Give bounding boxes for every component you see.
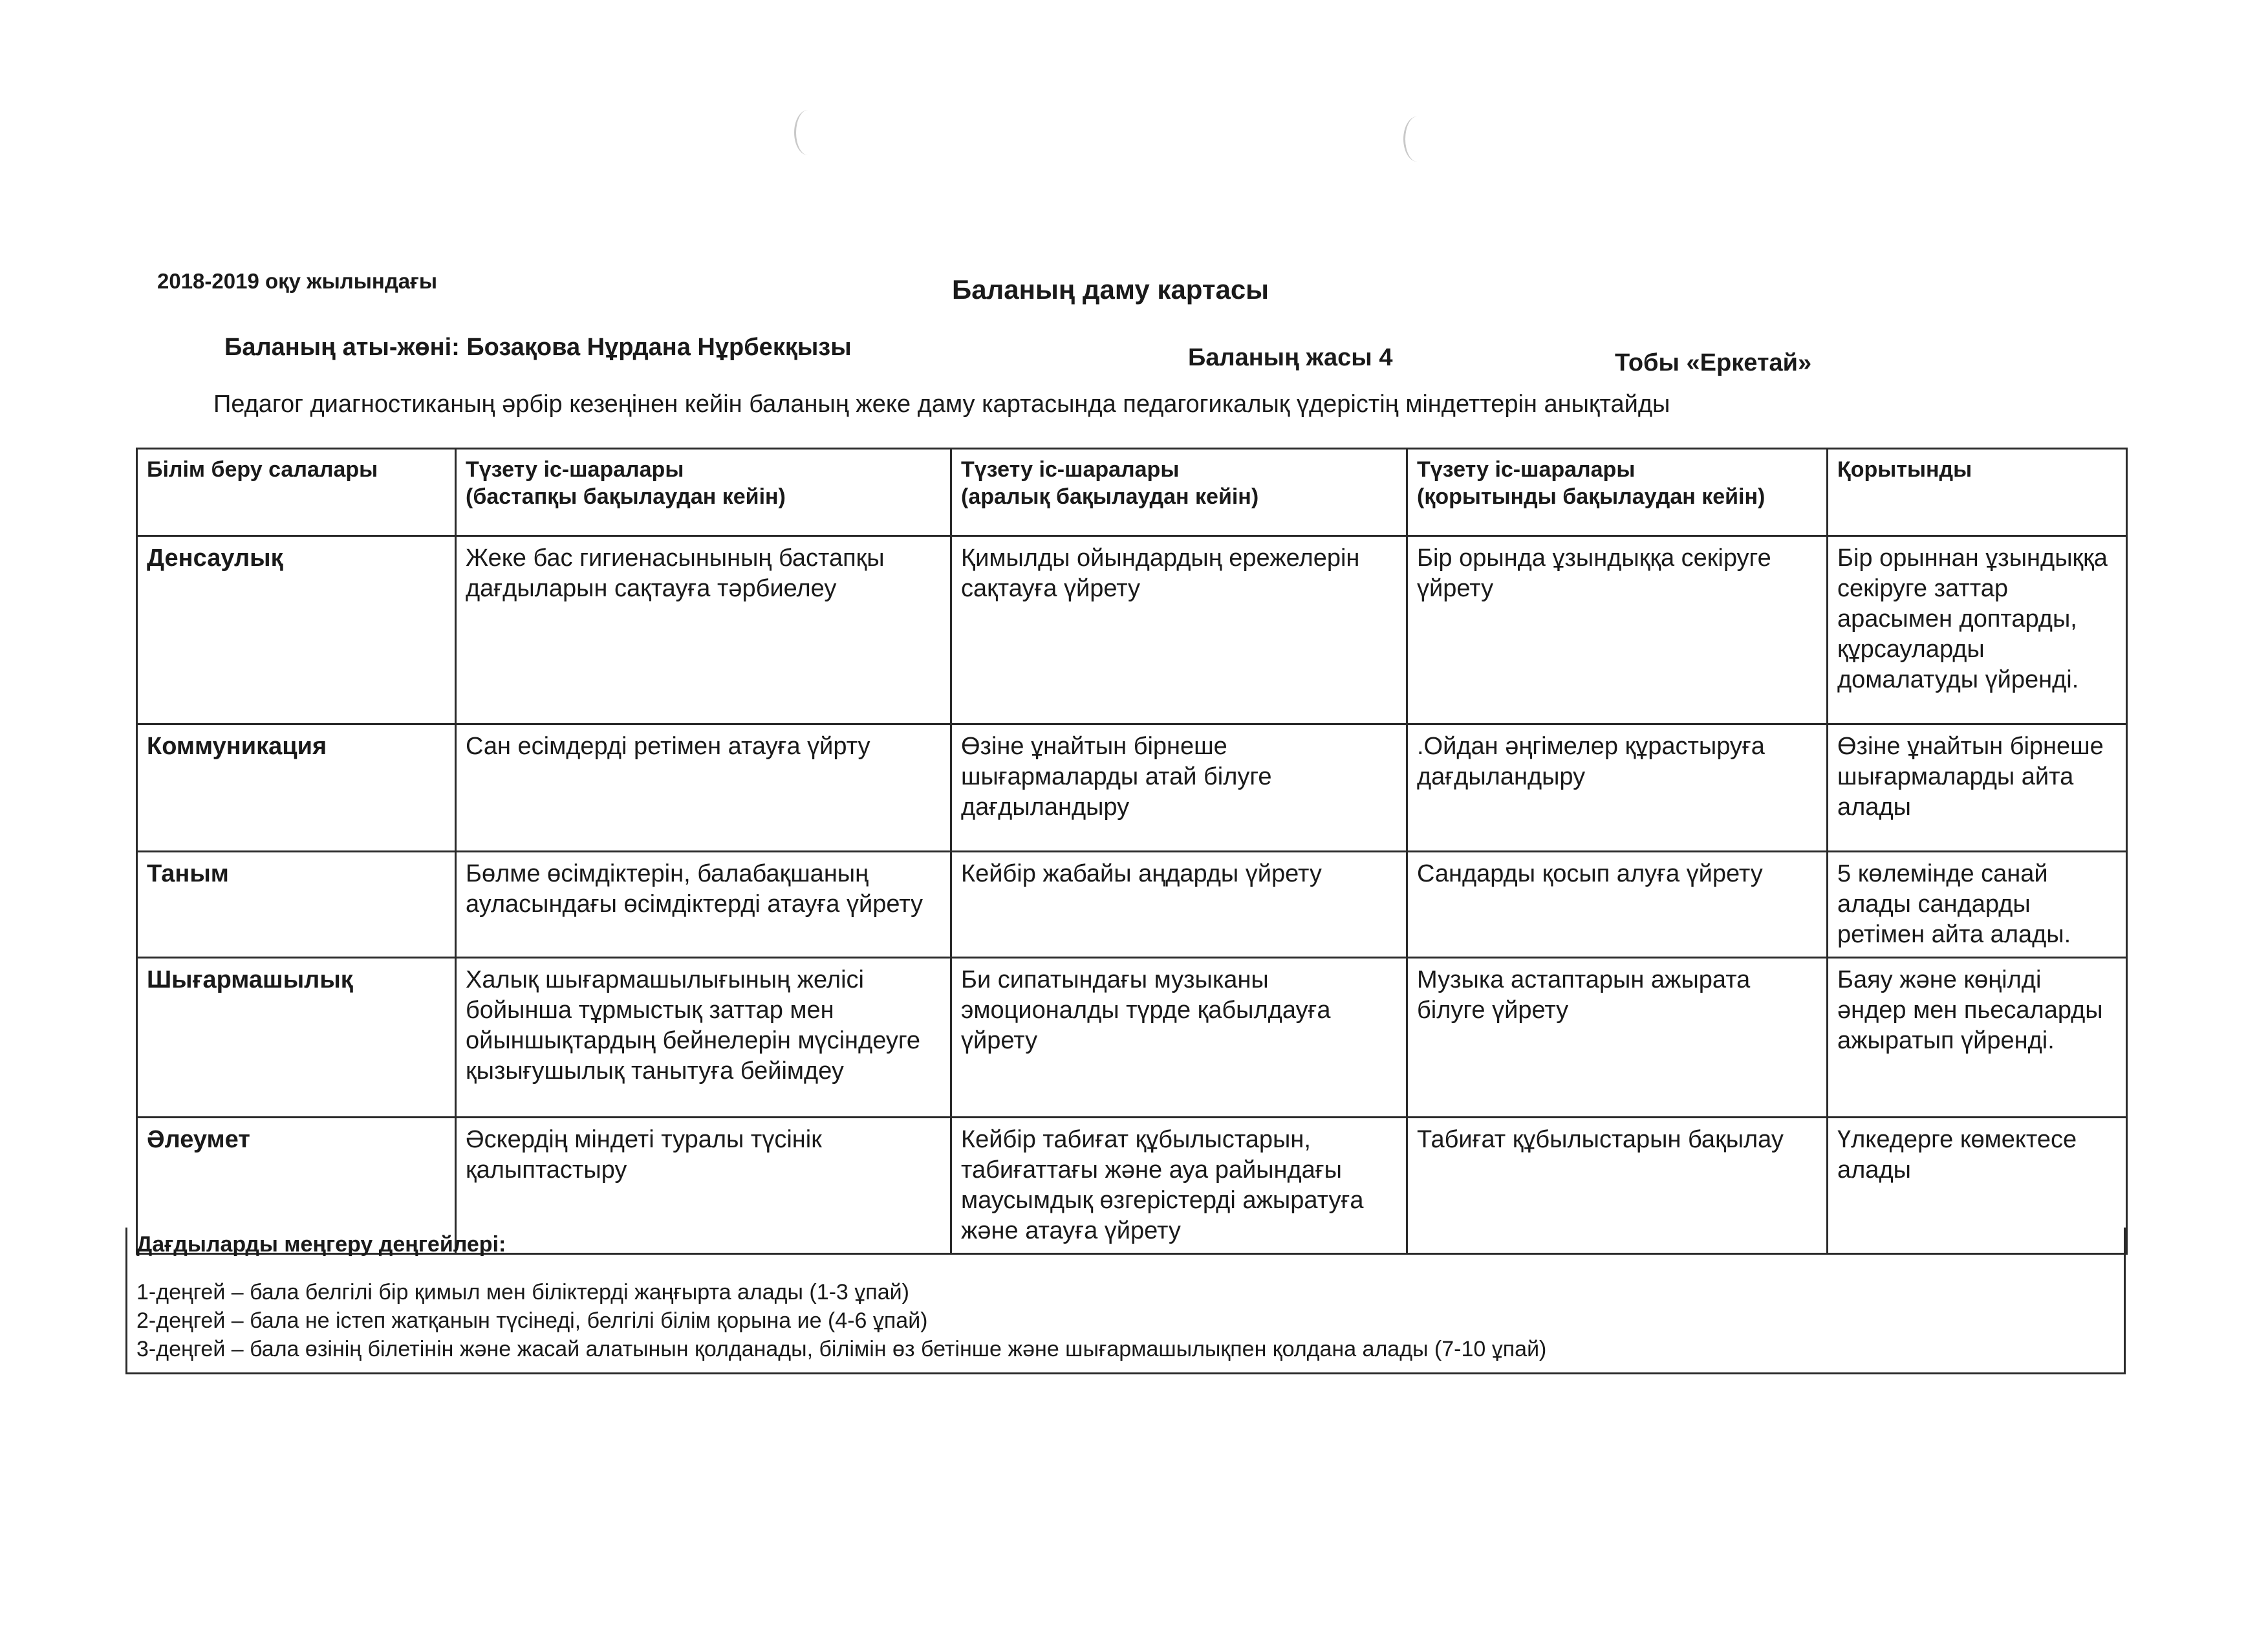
legend-level-1: 1-деңгей – бала белгілі бір қимыл мен біліктерді жаңғырта алады (1-3 ұпай) [136,1280,909,1305]
table-header-row [137,449,2127,536]
table-row [137,852,2127,958]
final-cell: .Ойдан әңгімелер құрастыруға дағдыландыру [1407,724,1828,852]
legend-level-3: 3-деңгей – бала өзінің білетінін және жасай алатынын қолданады, білімін өз бетінше және шығармашылықпен қолдана алады (7-10 ұпай) [136,1337,1547,1361]
area-cell: Шығармашылық [137,958,456,1118]
area-cell: Әлеумет [137,1118,456,1254]
final-cell: Табиғат құбылыстарын бақылау [1407,1118,1828,1254]
table-row [137,958,2127,1118]
conclusion-cell: Үлкедерге көмектесе алады [1828,1118,2127,1254]
initial-cell: Жеке бас гигиенасынының бастапқы дағдыларын сақтауға тәрбиелеу [456,536,951,724]
conclusion-cell: 5 көлемінде санай алады сандарды ретімен айта алады. [1828,852,2127,958]
skill-levels-legend [125,1228,2126,1374]
conclusion-cell: Баяу және көңілді әндер мен пьесаларды ажыратып үйренді. [1828,958,2127,1118]
conclusion-cell: Өзіне ұнайтын бірнеше шығармаларды айта алады [1828,724,2127,852]
legend-cell [127,1228,2125,1374]
final-cell: Музыка астаптарын ажырата білуге үйрету [1407,958,1828,1118]
initial-cell: Халық шығармашылығының желісі бойынша тұрмыстық заттар мен ойыншықтардың бейнелерін мүсіндеуге қызығушылық танытуға бейімдеу [456,958,951,1118]
area-cell: Коммуникация [137,724,456,852]
area-cell: Таным [137,852,456,958]
scan-mark-right [1403,116,1431,162]
final-cell: Сандарды қосып алуға үйрету [1407,852,1828,958]
column-header-initial: Түзету іс-шаралары (бастапқы бақылаудан кейін) [456,449,951,536]
document-title: Баланың даму картасы [952,274,1269,305]
initial-cell: Бөлме өсімдіктерін, балабақшаның ауласындағы өсімдіктерді атауға үйрету [456,852,951,958]
academic-year-label: 2018-2019 оқу жылындағы [157,269,438,293]
development-card-table [136,448,2128,1255]
area-cell: Денсаулық [137,536,456,724]
intermediate-cell: Қимылды ойындардың ережелерін сақтауға үйрету [951,536,1407,724]
scan-mark-left [794,110,822,155]
final-cell: Бір орында ұзындыққа секіруге үйрету [1407,536,1828,724]
conclusion-cell: Бір орыннан ұзындыққа секіруге заттар арасымен доптарды, құрсауларды домалатуды үйренді. [1828,536,2127,724]
legend-level-2: 2-деңгей – бала не істеп жатқанын түсінеді, белгілі білім қорына ие (4-6 ұпай) [136,1308,928,1333]
initial-cell: Әскердің міндеті туралы түсінік қалыптастыру [456,1118,951,1254]
table-row [137,536,2127,724]
intermediate-cell: Өзіне ұнайтын бірнеше шығармаларды атай білуге дағдыландыру [951,724,1407,852]
column-header-intermediate: Түзету іс-шаралары (аралық бақылаудан кейін) [951,449,1407,536]
column-header-final: Түзету іс-шаралары (қорытынды бақылаудан кейін) [1407,449,1828,536]
intermediate-cell: Би сипатындағы музыканы эмоционалды түрде қабылдауға үйрету [951,958,1407,1118]
intermediate-cell: Кейбір жабайы аңдарды үйрету [951,852,1407,958]
initial-cell: Сан есімдерді ретімен атауға үйрту [456,724,951,852]
column-header-area: Білім беру салалары [137,449,456,536]
intro-text: Педагог диагностиканың әрбір кезеңінен кейін баланың жеке даму картасында педагогикалық үдерістің міндеттерін анықтайды [213,391,1670,418]
child-group-label: Тобы «Еркетай» [1615,349,1812,376]
intermediate-cell: Кейбір табиғат құбылыстарын, табиғаттағы және ауа райындағы маусымдық өзгерістерді ажыратуға және атауға үйрету [951,1118,1407,1254]
legend-title: Дағдыларды меңгеру деңгейлері: [136,1232,506,1257]
column-header-conclusion: Қорытынды [1828,449,2127,536]
child-age-label: Баланың жасы 4 [1188,344,1393,371]
table-row [137,724,2127,852]
child-name-label: Баланың аты-жөні: Бозақова Нұрдана Нұрбекқызы [224,334,852,361]
